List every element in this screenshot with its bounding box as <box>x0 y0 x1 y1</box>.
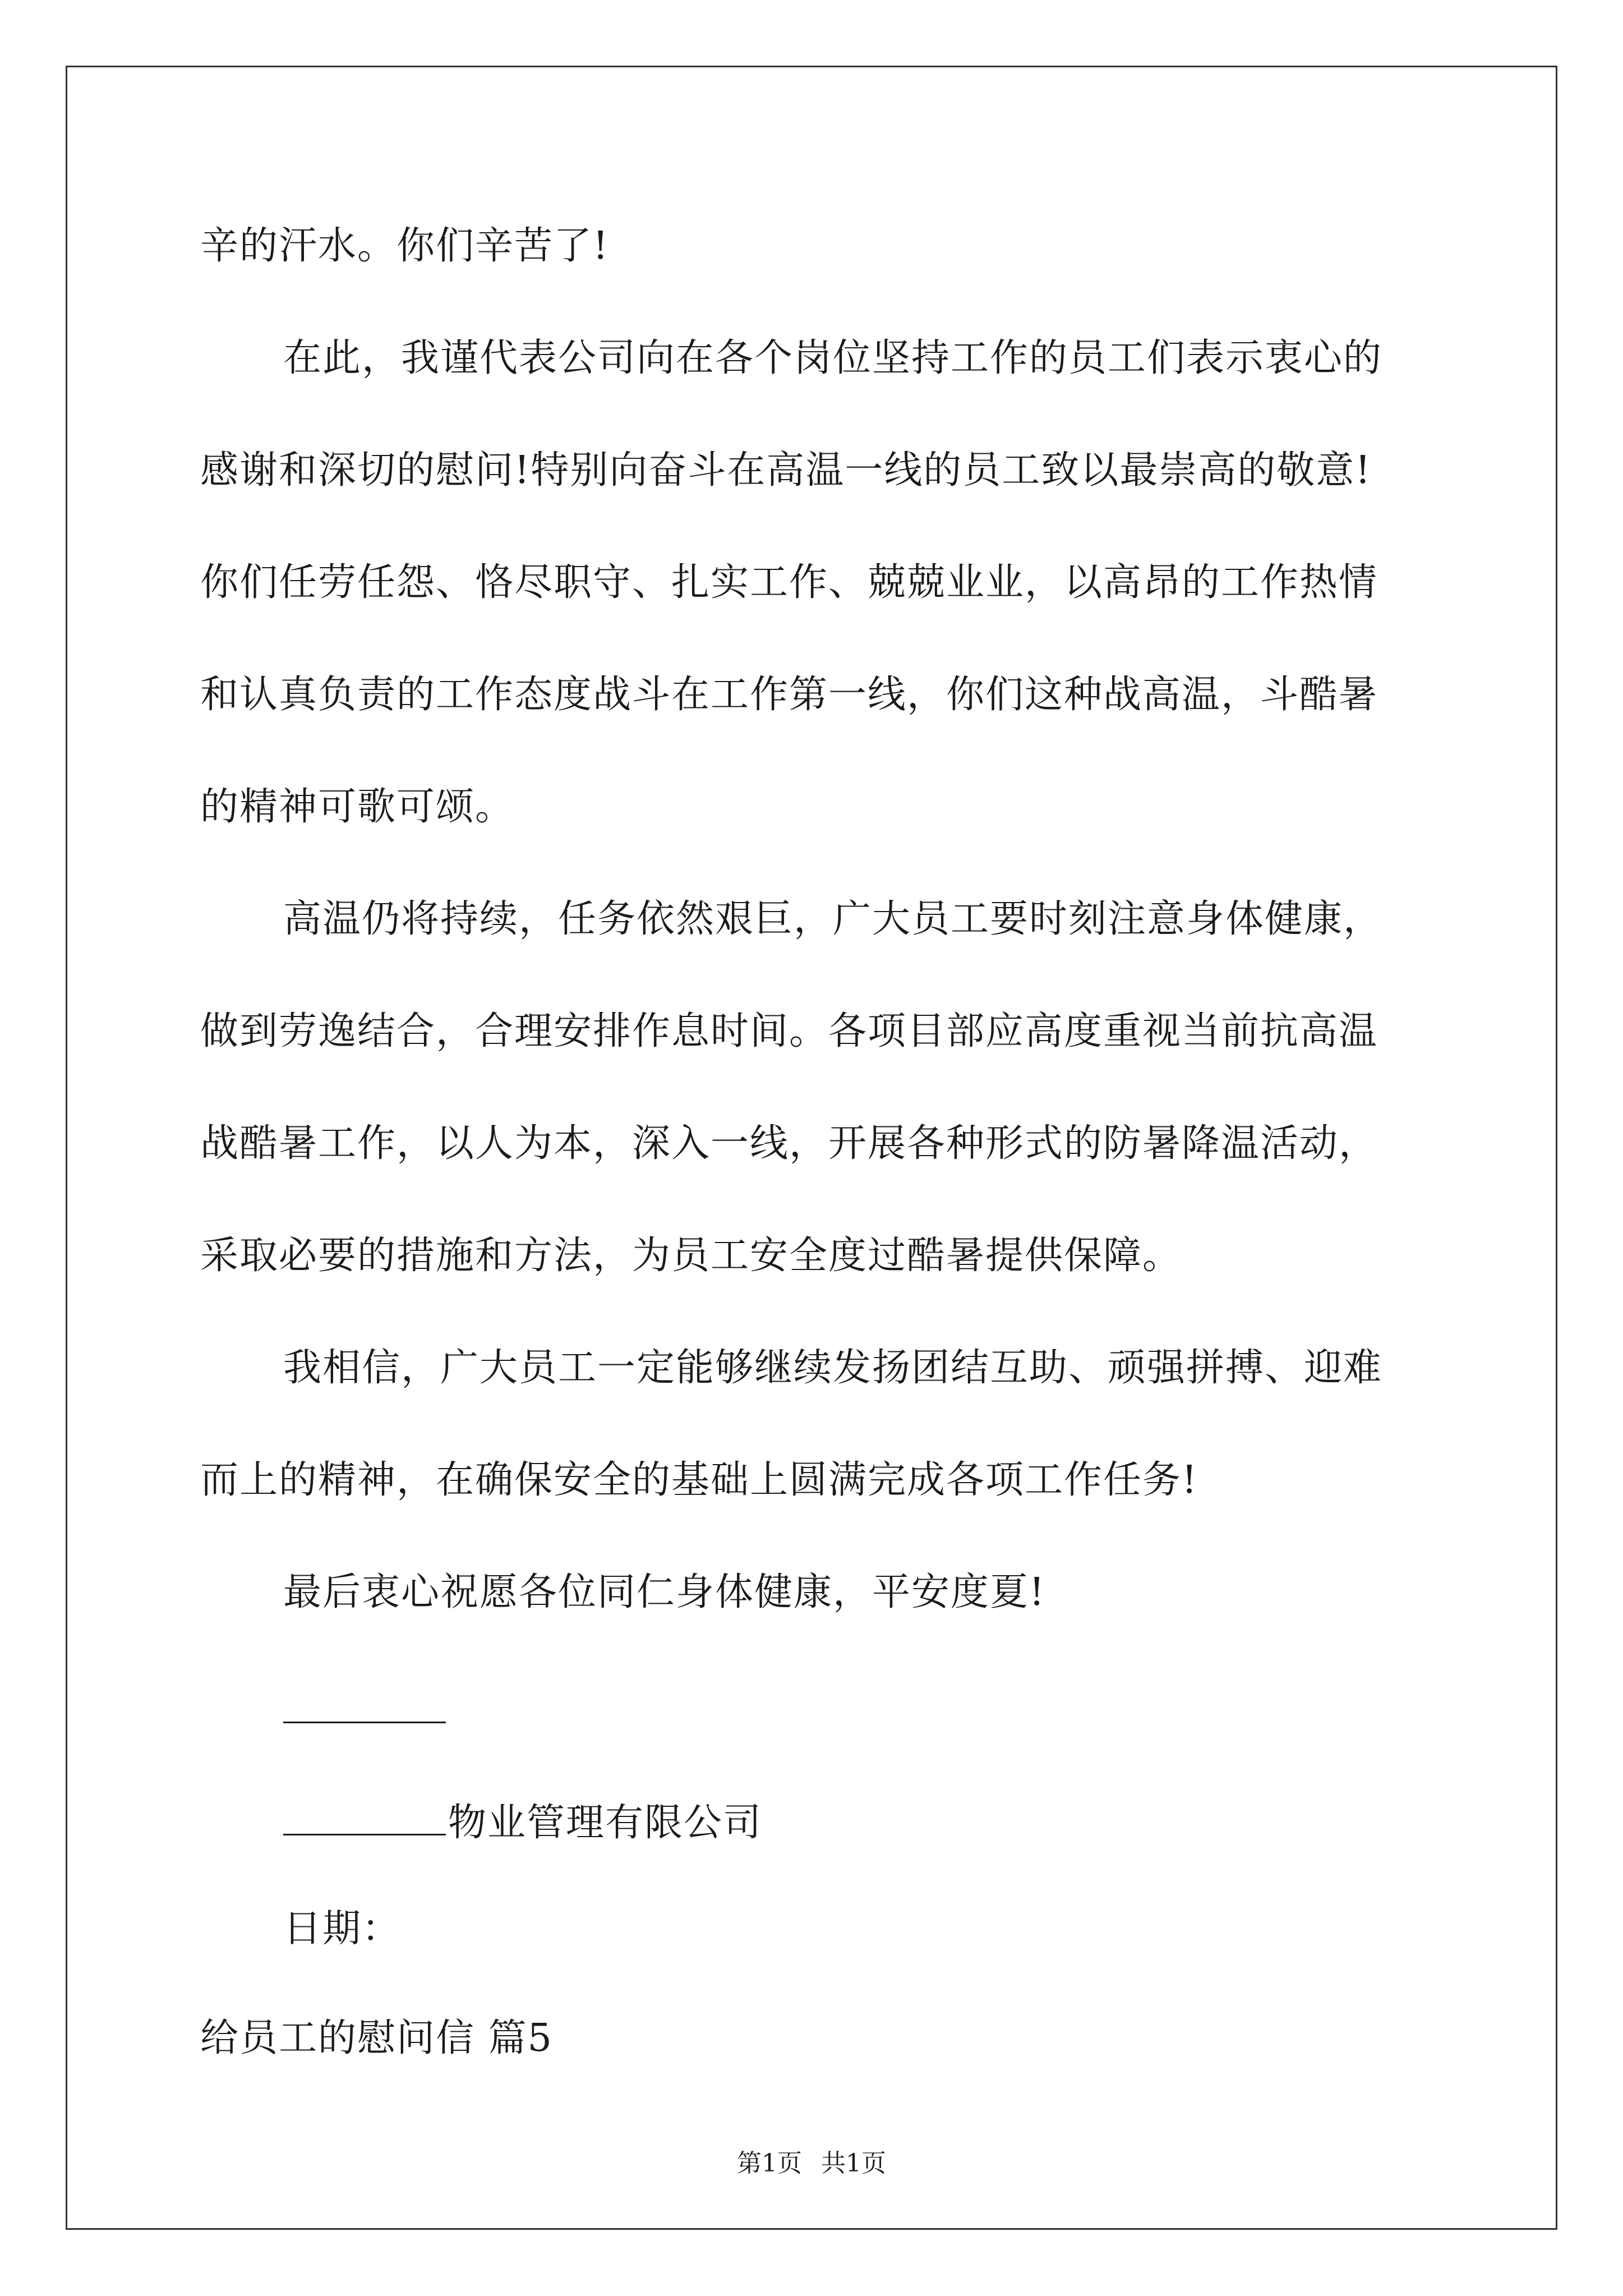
text-line-7: 高温仍将持续，任务依然艰巨，广大员工要时刻注意身体健康， <box>283 897 1383 941</box>
text-line-4: 你们任劳任怨、恪尽职守、扎实工作、兢兢业业，以高昂的工作热情 <box>200 560 1378 605</box>
text-line-2: 在此，我谨代表公司向在各个岗位坚持工作的员工们表示衷心的 <box>283 336 1383 380</box>
blank-underline <box>283 1798 446 1835</box>
text-line-9: 战酷暑工作，以人为本，深入一线，开展各种形式的防暑降温活动， <box>200 1121 1378 1166</box>
text-line-13: 最后衷心祝愿各位同仁身体健康，平安度夏! <box>283 1570 1046 1614</box>
signature-blank-line <box>283 1686 448 1730</box>
page-footer <box>0 2143 1623 2179</box>
company-line <box>283 1798 763 1845</box>
text-line-3: 感谢和深切的慰问!特别向奋斗在高温一线的员工致以最崇高的敬意! <box>200 448 1372 493</box>
page-number-current: 第1页 <box>737 2149 802 2178</box>
blank-underline <box>283 1686 446 1723</box>
text-line-5: 和认真负责的工作态度战斗在工作第一线，你们这种战高温，斗酷暑 <box>200 673 1378 717</box>
section-heading: 给员工的慰问信 篇5 <box>200 2016 553 2060</box>
company-name-suffix: 物业管理有限公司 <box>448 1801 763 1845</box>
text-line-8: 做到劳逸结合，合理安排作息时间。各项目部应高度重视当前抗高温 <box>200 1009 1378 1053</box>
text-line-1: 辛的汗水。你们辛苦了! <box>200 224 610 268</box>
text-line-10: 采取必要的措施和方法，为员工安全度过酷暑提供保障。 <box>200 1234 1182 1278</box>
text-line-12: 而上的精神，在确保安全的基础上圆满完成各项工作任务! <box>200 1458 1198 1502</box>
date-line: 日期： <box>283 1907 402 1951</box>
page-number-total: 共1页 <box>821 2149 886 2178</box>
text-line-11: 我相信，广大员工一定能够继续发扬团结互助、顽强拼搏、迎难 <box>283 1346 1383 1390</box>
text-line-6: 的精神可歌可颂。 <box>200 785 515 829</box>
